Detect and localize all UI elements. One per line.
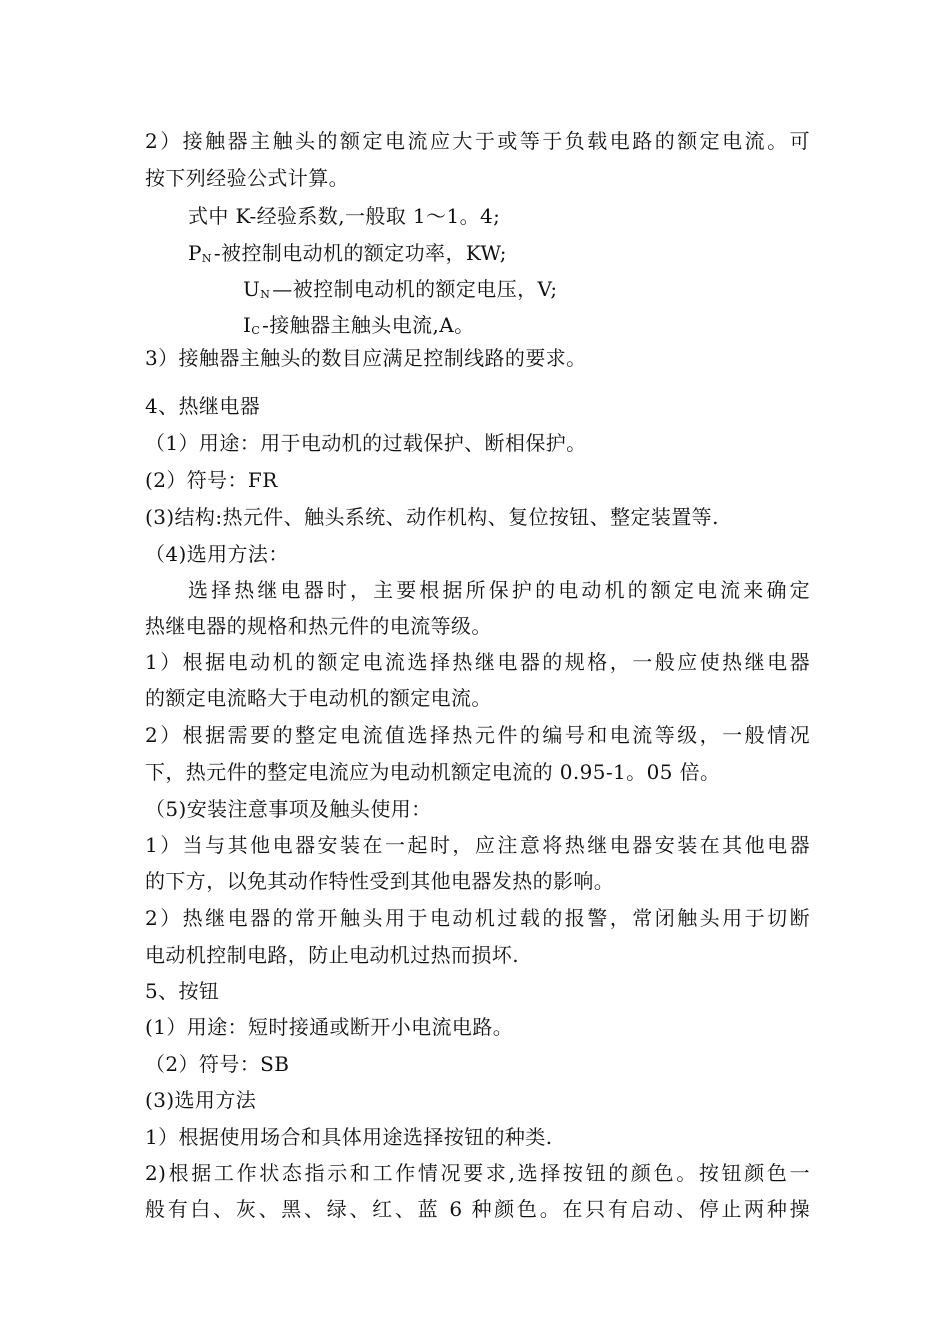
thermal-selection-item-1-line-1: 1）根据电动机的额定电流选择热继电器的规格，一般应使热继电器 — [145, 650, 810, 674]
thermal-install-heading: （5)安装注意事项及触头使用： — [145, 797, 432, 821]
formula-ic-definition — [243, 310, 908, 340]
thermal-selection-item-1-line-2: 的额定电流略大于电动机的额定电流。 — [145, 686, 492, 710]
button-selection-item-2-line-1: 2)根据工作状态指示和工作情况要求,选择按钮的颜色。按钮颜色一 — [145, 1161, 810, 1185]
button-selection-item-2-line-2: 般有白、灰、黑、绿、红、蓝 6 种颜色。在只有启动、停止两种操 — [145, 1197, 810, 1221]
button-heading: 5、按钮 — [145, 979, 220, 1003]
thermal-relay-selection-heading: （4)选用方法： — [145, 542, 289, 566]
contactor-item-2-line-2: 按下列经验公式计算。 — [145, 166, 349, 190]
formula-un-text: —被控制电动机的额定电压，V; — [272, 277, 558, 301]
thermal-install-item-1-line-1: 1）当与其他电器安装在一起时，应注意将热继电器安装在其他电器 — [145, 833, 810, 857]
contactor-item-3: 3）接触器主触头的数目应满足控制线路的要求。 — [145, 346, 587, 370]
formula-pn-subscript: N — [201, 252, 212, 265]
thermal-relay-symbol: (2）符号：FR — [145, 468, 278, 492]
formula-pn-symbol: P — [188, 241, 202, 265]
thermal-selection-item-2-line-2: 下，热元件的整定电流应为电动机额定电流的 0.95-1。05 倍。 — [145, 760, 721, 784]
formula-un-symbol: U — [243, 277, 261, 301]
formula-k-definition: 式中 K-经验系数,一般取 1～1。4; — [188, 204, 501, 228]
thermal-install-item-1-line-2: 的下方，以免其动作特性受到其他电器发热的影响。 — [145, 869, 615, 893]
thermal-selection-paragraph-line-1: 选择热继电器时，主要根据所保护的电动机的额定电流来确定 — [188, 578, 810, 602]
formula-ic-symbol: I — [243, 313, 252, 337]
formula-ic-text: -接触器主触头电流,A。 — [262, 313, 475, 337]
thermal-install-item-2-line-1: 2）热继电器的常开触头用于电动机过载的报警，常闭触头用于切断 — [145, 906, 810, 930]
thermal-install-item-2-line-2: 电动机控制电路，防止电动机过热而损坏. — [145, 943, 519, 967]
button-selection-item-1: 1）根据使用场合和具体用途选择按钮的种类. — [145, 1125, 553, 1149]
formula-pn-text: -被控制电动机的额定功率，KW; — [213, 241, 507, 265]
button-selection-heading: (3)选用方法 — [145, 1088, 257, 1112]
formula-un-subscript: N — [260, 288, 271, 301]
formula-pn-definition — [188, 238, 853, 268]
thermal-selection-item-2-line-1: 2）根据需要的整定电流值选择热元件的编号和电流等级，一般情况 — [145, 723, 810, 747]
button-use: (1）用途：短时接通或断开小电流电路。 — [145, 1015, 514, 1039]
thermal-relay-heading: 4、热继电器 — [145, 394, 261, 418]
thermal-selection-paragraph-line-2: 热继电器的规格和热元件的电流等级。 — [145, 614, 492, 638]
formula-ic-subscript: C — [251, 324, 261, 337]
formula-un-definition — [243, 274, 908, 304]
button-symbol: （2）符号：SB — [145, 1052, 290, 1076]
contactor-item-2-line-1: 2）接触器主触头的额定电流应大于或等于负载电路的额定电流。可 — [145, 129, 810, 153]
thermal-relay-use: （1）用途：用于电动机的过载保护、断相保护。 — [145, 431, 587, 455]
thermal-relay-structure: (3)结构:热元件、触头系统、动作机构、复位按钮、整定装置等. — [145, 505, 719, 529]
